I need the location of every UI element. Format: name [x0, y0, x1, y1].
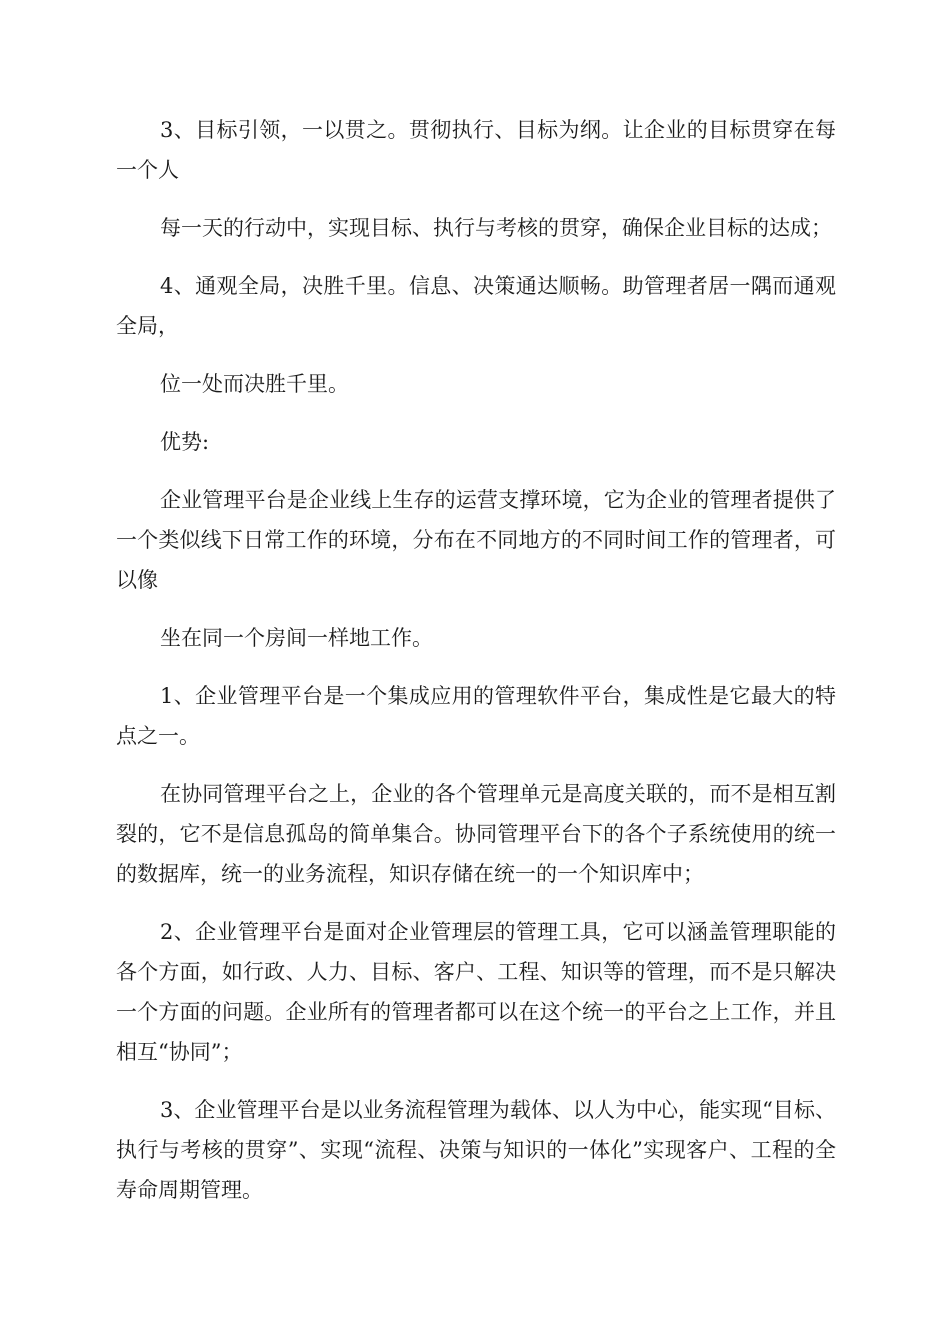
paragraph-daily-action: 每一天的行动中，实现目标、执行与考核的贯穿，确保企业目标的达成；	[160, 216, 832, 240]
paragraph-platform-intro: 企业管理平台是企业线上生存的运营支撑环境，它为企业的管理者提供了一个类似线下日常工作的环境，分布在不同地方的不同时间工作的管理者，可以像	[116, 488, 836, 592]
paragraph-integration: 1、企业管理平台是一个集成应用的管理软件平台，集成性是它最大的特点之一。	[116, 684, 836, 748]
section-heading-advantages: 优势:	[160, 430, 210, 454]
paragraph-collaboration: 在协同管理平台之上，企业的各个管理单元是高度关联的，而不是相互割裂的，它不是信息孤岛的简单集合。协同管理平台下的各个子系统使用的统一的数据库，统一的业务流程，知识存储在统一的一个知识库中；	[116, 782, 836, 886]
paragraph-decision: 位一处而决胜千里。	[160, 372, 349, 396]
paragraph-same-room: 坐在同一个房间一样地工作。	[160, 626, 433, 650]
paragraph-goal-leading: 3、目标引领，一以贯之。贯彻执行、目标为纲。让企业的目标贯穿在每一个人	[116, 118, 836, 182]
paragraph-overview: 4、通观全局，决胜千里。信息、决策通达顺畅。助管理者居一隅而通观全局，	[116, 274, 836, 338]
paragraph-process-carrier: 3、企业管理平台是以业务流程管理为载体、以人为中心，能实现“目标、执行与考核的贯穿”、实现“流程、决策与知识的一体化”实现客户、工程的全寿命周期管理。	[116, 1098, 836, 1202]
paragraph-management-tool: 2、企业管理平台是面对企业管理层的管理工具，它可以涵盖管理职能的各个方面，如行政、人力、目标、客户、工程、知识等的管理，而不是只解决一个方面的问题。企业所有的管理者都可以在这个统一的平台之上工作，并且相互“协同”；	[116, 920, 836, 1064]
document-body	[116, 110, 836, 1228]
